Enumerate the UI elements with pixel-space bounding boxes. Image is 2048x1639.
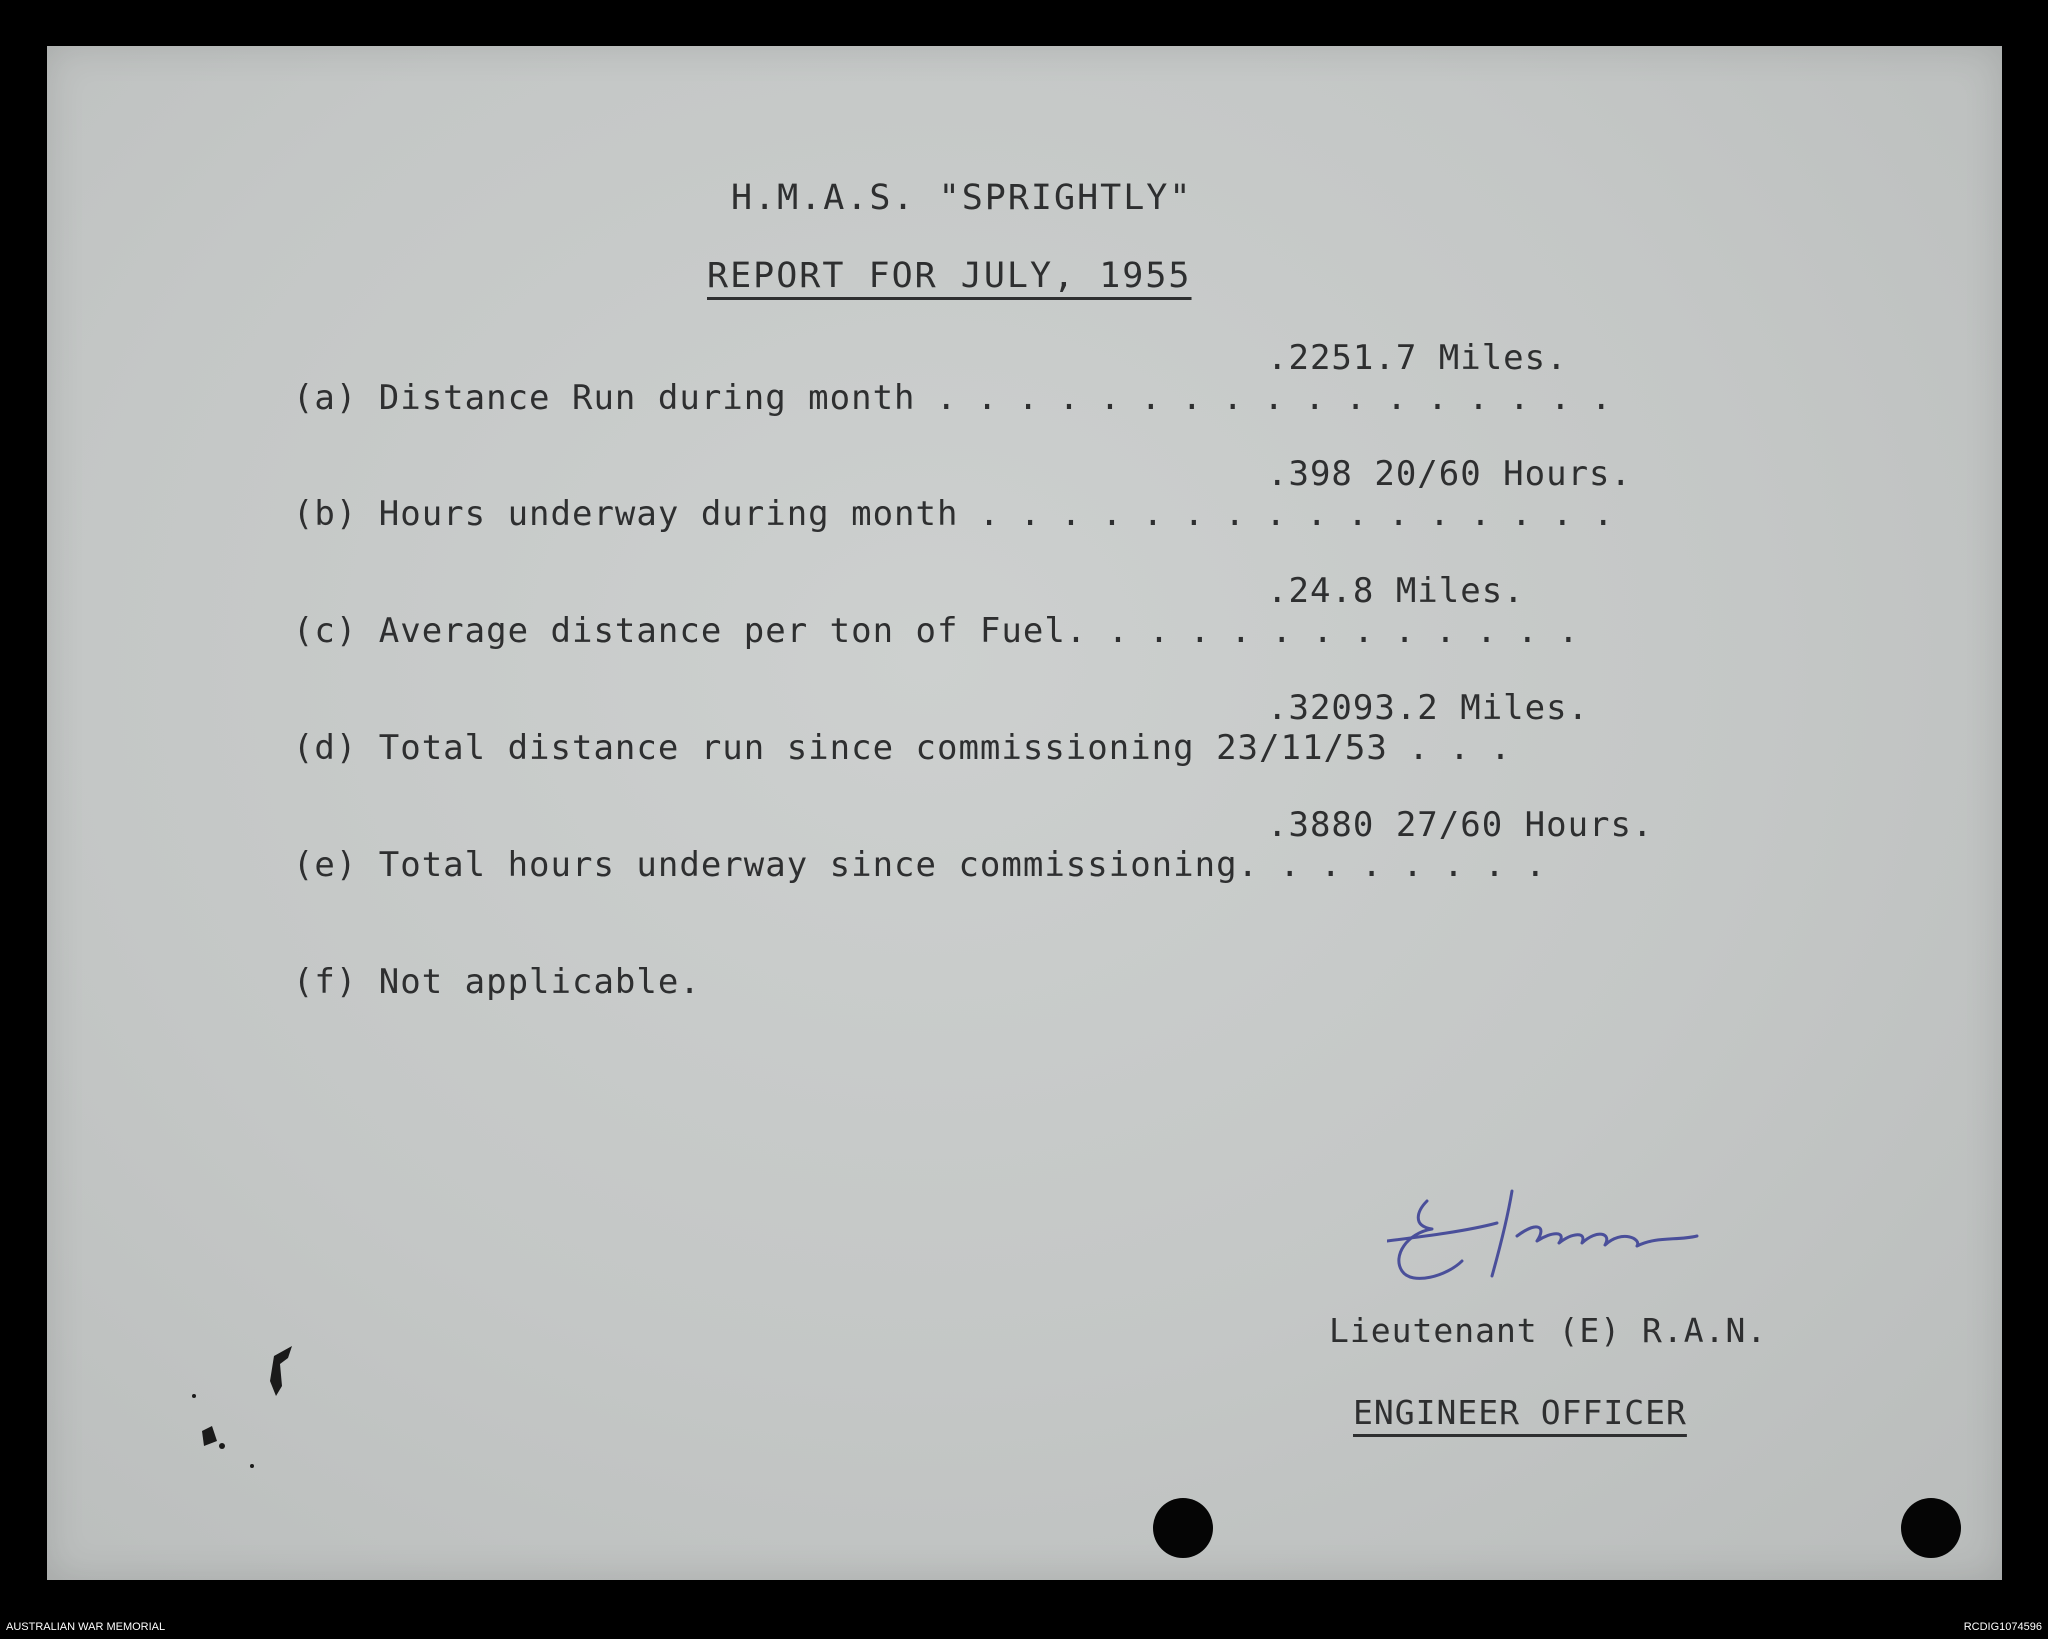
line-value: .32093.2 Miles. xyxy=(1267,688,1590,728)
leader-dots: . . . . . . . . . . . . xyxy=(1087,611,1579,651)
line-label: (b) Hours underway during month xyxy=(292,494,959,534)
line-value: .3880 27/60 Hours. xyxy=(1267,805,1654,845)
punch-hole xyxy=(1901,1498,1961,1558)
leader-dots: . . . xyxy=(1387,728,1511,768)
leader-dots: . . . . . . . . . . . . . . . . . xyxy=(915,378,1612,418)
leader-dots: . . . . . . . . . . . . . . . . xyxy=(958,494,1614,534)
archive-credit: AUSTRALIAN WAR MEMORIAL xyxy=(6,1621,166,1633)
signatory-office: ENGINEER OFFICER xyxy=(1353,1393,1687,1432)
document-page xyxy=(47,46,2002,1580)
line-label: (d) Total distance run since commissioning 23/11/53 xyxy=(292,728,1388,768)
paper-damage-marks xyxy=(182,1336,342,1486)
handwritten-signature xyxy=(1387,1181,1807,1301)
leader-dots: . . . . . . . xyxy=(1259,845,1546,885)
line-label: (f) Not applicable. xyxy=(292,962,701,1002)
line-label: (a) Distance Run during month xyxy=(292,378,916,418)
signatory-rank: Lieutenant (E) R.A.N. xyxy=(1329,1311,1768,1350)
report-line-f xyxy=(207,922,701,1042)
line-value: .2251.7 Miles. xyxy=(1267,338,1568,378)
punch-hole xyxy=(1153,1498,1213,1558)
archive-reference: RCDIG1074596 xyxy=(1963,1621,2042,1633)
line-value: .24.8 Miles. xyxy=(1267,571,1525,611)
line-label: (e) Total hours underway since commissioning. xyxy=(292,845,1260,885)
ship-title: H.M.A.S. "SPRIGHTLY" xyxy=(731,178,1193,218)
line-label: (c) Average distance per ton of Fuel. xyxy=(292,611,1088,651)
line-value: .398 20/60 Hours. xyxy=(1267,454,1632,494)
report-title: REPORT FOR JULY, 1955 xyxy=(707,256,1192,296)
